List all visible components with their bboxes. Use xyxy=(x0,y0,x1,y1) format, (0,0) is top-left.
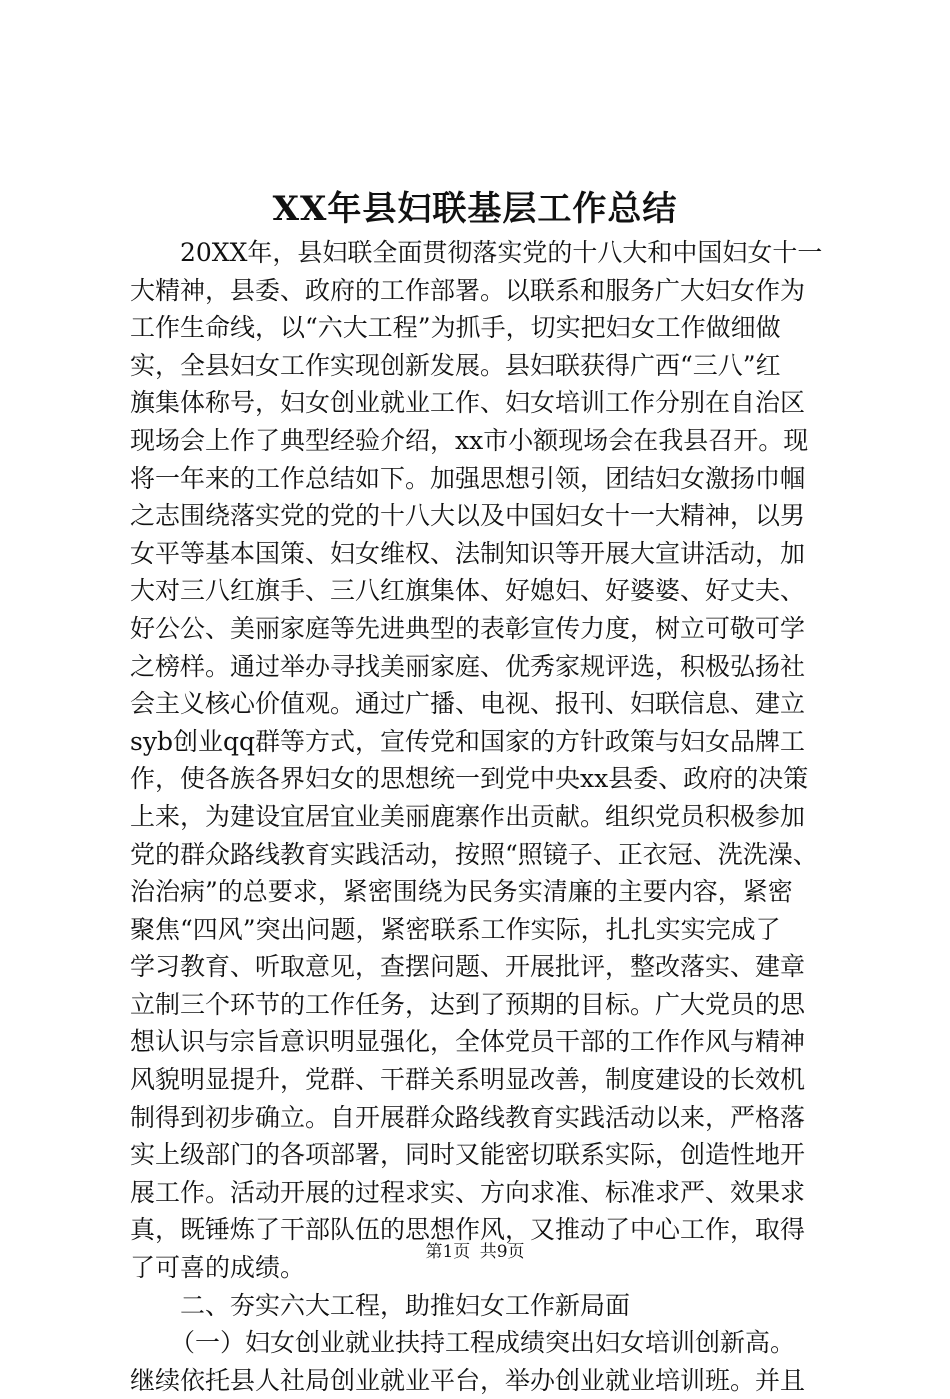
body-line: 作，使各族各界妇女的思想统一到党中央xx县委、政府的决策 xyxy=(130,764,809,794)
section-heading: 二、夯实六大工程，助推妇女工作新局面 xyxy=(180,1290,631,1320)
subsection-heading: （一）妇女创业就业扶持工程成绩突出妇女培训创新高。 xyxy=(170,1328,796,1358)
body-line: 大精神，县委、政府的工作部署。以联系和服务广大妇女作为 xyxy=(130,275,806,305)
body-line: 治治病”的总要求，紧密围绕为民务实清廉的主要内容，紧密 xyxy=(130,877,793,907)
body-line: 上来，为建设宜居宜业美丽鹿寨作出贡献。组织党员积极参加 xyxy=(130,801,806,831)
page-number: 第1页 xyxy=(425,1242,471,1262)
body-line: syb创业qq群等方式，宣传党和国家的方针政策与妇女品牌工 xyxy=(130,726,805,756)
body-line: 实上级部门的各项部署，同时又能密切联系实际，创造性地开 xyxy=(130,1140,806,1170)
body-line: 之榜样。通过举办寻找美丽家庭、优秀家规评选，积极弘扬社 xyxy=(130,651,806,681)
body-line: 好公公、美丽家庭等先进典型的表彰宣传力度，树立可敬可学 xyxy=(130,613,806,643)
body-line: 想认识与宗旨意识明显强化，全体党员干部的工作作风与精神 xyxy=(130,1027,806,1057)
body-line: 制得到初步确立。自开展群众路线教育实践活动以来，严格落 xyxy=(130,1102,806,1132)
body-line: 立制三个环节的工作任务，达到了预期的目标。广大党员的思 xyxy=(130,989,806,1019)
body-line: 聚焦“四风”突出问题，紧密联系工作实际，扎扎实实完成了 xyxy=(130,914,781,944)
body-line: 之志围绕落实党的党的十八大以及中国妇女十一大精神，以男 xyxy=(130,501,806,531)
body-line: 了可喜的成绩。 xyxy=(130,1253,306,1283)
body-line: 继续依托县人社局创业就业平台，举办创业就业培训班。并且 xyxy=(130,1365,806,1395)
document-body xyxy=(130,234,830,1399)
body-line: 大对三八红旗手、三八红旗集体、好媳妇、好婆婆、好丈夫、 xyxy=(130,576,806,606)
body-line: 党的群众路线教育实践活动，按照“照镜子、正衣冠、洗洗澡、 xyxy=(130,839,818,869)
body-line: 会主义核心价值观。通过广播、电视、报刊、妇联信息、建立 xyxy=(130,689,806,719)
body-line: 真，既锤炼了干部队伍的思想作风，又推动了中心工作，取得 xyxy=(130,1215,806,1245)
body-line: 实，全县妇女工作实现创新发展。县妇联获得广西“三八”红 xyxy=(130,350,781,380)
document-title: XX年县妇联基层工作总结 xyxy=(272,189,678,229)
body-line: 现场会上作了典型经验介绍，xx市小额现场会在我县召开。现 xyxy=(130,425,809,455)
body-line: 工作生命线，以“六大工程”为抓手，切实把妇女工作做细做 xyxy=(130,313,781,343)
page-footer xyxy=(0,1240,950,1264)
body-line: 旗集体称号，妇女创业就业工作、妇女培训工作分别在自治区 xyxy=(130,388,806,418)
body-line: 风貌明显提升，党群、干群关系明显改善，制度建设的长效机 xyxy=(130,1065,806,1095)
body-line: 女平等基本国策、妇女维权、法制知识等开展大宣讲活动，加 xyxy=(130,538,806,568)
page-total: 共9页 xyxy=(479,1242,525,1262)
body-line: 将一年来的工作总结如下。加强思想引领，团结妇女激扬巾帼 xyxy=(130,463,806,493)
body-line: 展工作。活动开展的过程求实、方向求准、标准求严、效果求 xyxy=(130,1177,806,1207)
body-line: 学习教育、听取意见，查摆问题、开展批评，整改落实、建章 xyxy=(130,952,806,982)
body-line: 20XX年，县妇联全面贯彻落实党的十八大和中国妇女十一 xyxy=(180,238,823,267)
